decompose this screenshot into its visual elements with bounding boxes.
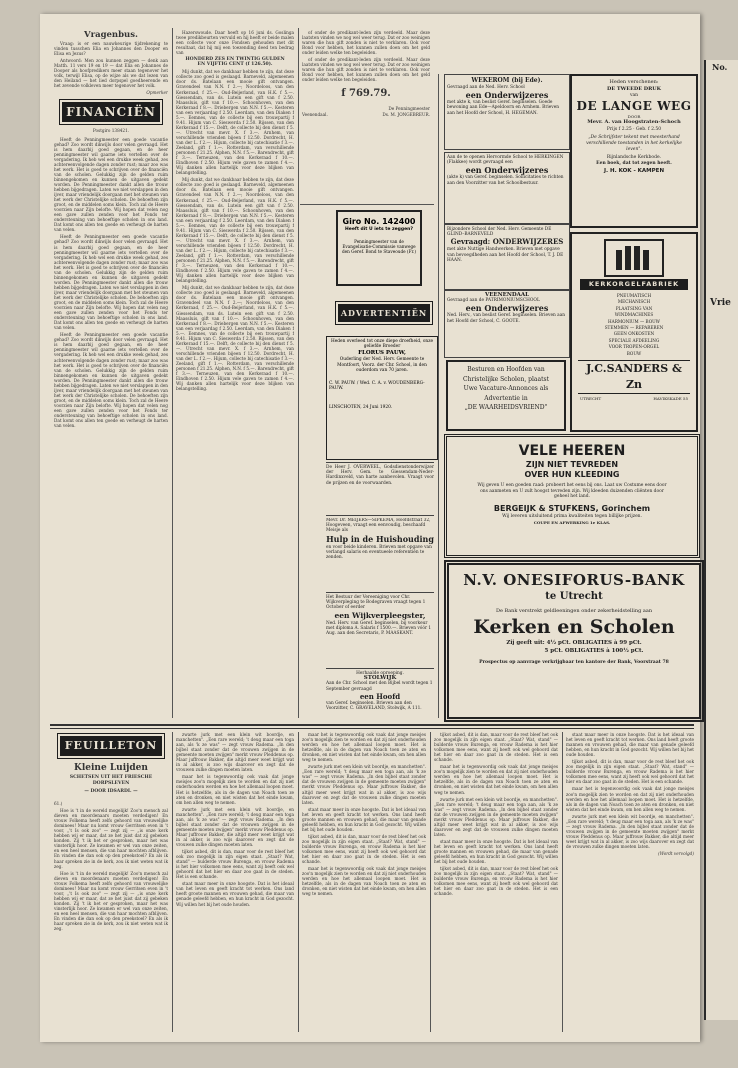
heeren-text: Wij geven U een goeden raad: probeert het eens bij ons. Laat uw Costume eens door ons aanmeten en U zult hoogst tevreden zijn. Wij kleeden duizenden cliënten door geheel het land. <box>477 483 667 500</box>
feuilleton-col4-text-e: tijkot asbed, dit is dan, maar voor de rest bleef het ook zoo mogelijk in zijn eigen staat. „Staat? Wat, stand" — bulderde vrouw Burenga, en vrouw Radema is het hier volkomen mee eens, want zij heeft ook wel gehoord dat het hier en daar zoo gaat in de steden. Het is een schande. <box>434 866 558 897</box>
third-text-cont: of onder de predikant-leden zijn verdeeld. Maar deze laatsten vinden we nog wel weer terug. Dat er zoo weinigen waren die hun gift zonden is niet te verklaren. Ook voor Bond voor hebben, het kunnen zullen doen om het geld onder leiden welke ten begeleiden. <box>302 57 430 83</box>
next-page-heading: Vrie <box>710 298 731 308</box>
wekerom-ad <box>444 74 570 150</box>
sanders-service-item: PLAATSING VAN <box>615 305 653 311</box>
feuilleton-col4 <box>434 732 558 1032</box>
death-intro: Heden overleed tot onze diepe droefheid, onze geliefde Broeder <box>330 339 434 350</box>
feuilleton-col5-text-b: tijkot asbed, dit is dan, maar voor de rest bleef het ook zoo mogelijk in zijn eigen staat. „Staat? Wat, stand" — bulderde vrouw Burenga, en vrouw Radema is het hier volkomen mee eens, want zij heeft ook wel gehoord dat het hier en daar zoo gaat in de steden. Het is een schande. <box>566 759 694 785</box>
feuilleton-col2 <box>176 732 294 1032</box>
veenendaal-text2: Ned. Herv., van beslist Geref. beginselen. Brieven aan het Hoofd der School, C. GOOTE. <box>447 313 566 324</box>
stolwijk-text: Aan de Chr. School met den Bijbel wordt tegen 1 September gevraagd <box>326 681 433 692</box>
lange-weg-quote: „De Schrijfster tekent met meesterhand verschillende toestanden in het kerkelijke leven". <box>586 135 682 152</box>
death-date: LINSCHOTEN, 24 Juni 1920. <box>329 405 393 411</box>
vragenbus-question: Vraag: is er een nauwkeurige tijdrekening te vinden tusschen Elia en Johannes den Dooper en Elisa en Jezus? <box>54 41 168 57</box>
verpleegster-intro: Het Bestuur der Vereeniging voor Chr. Wijkverpleging te Bodegraven vraagt tegen 1 October of eerder <box>326 595 426 611</box>
overweel-ad: De Heer J. OVERWEEL, Godsdienstonderwijzer der Herv. Gem. te Giessendam-Neder-Hardinxveld, van harte aanbevolen. Vraagt voor de prijzen en de voorwaarden. <box>326 462 434 516</box>
organ-logo <box>604 239 664 277</box>
third-column <box>302 30 430 170</box>
glind-text: Bijzondere School der Ned. Herv. Gemeente DE GLIND–BARNEVELD <box>447 227 552 238</box>
sanders-services <box>572 293 696 357</box>
heeren-title: VELE HEEREN <box>518 443 626 459</box>
vragenbus-title: Vragenbus. <box>84 30 138 40</box>
stolwijk-text2: van Geref. beginselen. Brieven aan den Voorzitter, C. GRAVELAND, Stolwijk, A 111. <box>326 700 422 712</box>
bank-ad <box>444 560 704 722</box>
lange-weg-intro: Heden verschenen: <box>609 79 659 85</box>
heeren-line3: OVER HUN KLEEDING <box>524 470 620 479</box>
feuilleton-col4-text: tijkot asbed, dit is dan, maar voor de rest bleef het ook zoo mogelijk in zijn eigen staat. „Staat? Wat, stand" — bulderde vrouw Burenga, en vrouw Radema is het hier volkomen mee eens, want zij heeft ook wel gehoord dat het hier en daar zoo gaat in de steden. Het is een schande. <box>434 732 558 763</box>
sanders-service-item: HARMONIUM — BOUW <box>608 318 660 324</box>
sanders-service-item: PNEUMATISCH <box>616 293 652 298</box>
sanders-service-item: STEMMEN — REPAREREN <box>604 325 664 331</box>
feuilleton-col2-text-e: staat maar meer in onze hoogste. Dat is het ideaal van het leven en geeft kracht tot werken. Ons land heeft groote mannen en vrouwen gehad, die maar van genade geleefd hebben, en hun kracht in God gezocht. Wij willen het bij het oude houden. <box>176 881 294 907</box>
total-amount: f 769.79. <box>341 88 391 100</box>
lange-weg-order: Een boek, dat tot zegen heeft. <box>596 161 672 166</box>
wekerom-text: Gevraagd aan de Ned. Herv. School <box>447 85 525 90</box>
verpleegster-title: een Wijkverpleegster, <box>334 610 426 620</box>
veenendaal-ad <box>444 290 570 358</box>
gift-amount-line1: HONDERD ZES EN TWINTIG GULDEN <box>185 57 285 63</box>
lange-weg-door: DOOR <box>627 114 641 119</box>
bank-city: te Utrecht <box>545 591 603 602</box>
feuilleton-col5-text-c: maar het is tegenwoordig ook vaak dat jonge meisjes zoo'n mogelijk zien te worden en dat zij niet onderhouden werden en hoe het allemaal loopen moet. Het is hetzelfde, als in de dagen van Noach toen ze aten en dronken, en niet wisten dat het einde kwam, om hen allen weg te nemen. <box>566 786 694 812</box>
hulp-ad <box>326 518 434 584</box>
feuilleton-banner: FEUILLETON <box>58 734 164 758</box>
feuilleton-col2-text-d: tijkot asbed, dit is dan, maar voor de rest bleef het ook zoo mogelijk in zijn eigen staat. „Staat? Wat, stand" — bulderde vrouw Burenga, en vrouw Radema is het hier volkomen mee eens, want zij heeft ook wel gehoord dat het hier en daar zoo gaat in de steden. Het is een schande. <box>176 849 294 880</box>
feuilleton-col3-text: maar het is tegenwoordig ook vaak dat jonge meisjes zoo'n mogelijk zien te worden en dat zij niet onderhouden werden en hoe het allemaal loopen moet. Het is hetzelfde, als in de dagen van Noach toen ze aten en dronken, en niet wisten dat het einde kwam, om hen allen weg te nemen. <box>302 732 426 763</box>
sanders-service-item: GEEN ONKOSTEN <box>613 331 655 337</box>
besturen-ad <box>446 360 566 431</box>
gift-amount-line2: EN VIJFTIG CENT (f 126.50). <box>197 62 273 68</box>
bank-sub: De Bank verstrekt geldleeningen onder zekerheidstelling aan <box>495 608 653 614</box>
wekerom-text2: met akte k, van beslist Geref. beginselen. Goede bewoning aan Ede—Apeldoorn en Arnhem. Brieven aan het Hoofd der School, H. HEGEMAN. <box>447 100 560 116</box>
feuilleton-col3-text-c: staat maar meer in onze hoogste. Dat is het ideaal van het leven en geeft kracht tot werken. Ons land heeft groote mannen en vrouwen gehad, die maar van genade geleefd hebben, en hun kracht in God gezocht. Wij willen het bij het oude houden. <box>302 806 426 832</box>
glind-title: Gevraagd: ONDERWIJZERES <box>450 237 564 247</box>
herkingen-text2: (akte k) van Geref. beginselen. Sollicitaties te richten aan den Voorzitter van het Schoolbestuur. <box>447 175 564 186</box>
feuilleton-col2-text: zwarte jurk met een klein wit boordje, en manchetten". „Een rare wereld; 't deug maar een toga aan, als 'k ze was" — zegt vrouw Radema. „In den bijbel staat zonder dat de vrouwen zwijgen in de gemeente moeten zwijgen" merkt vrouw Pleddenus op. Maar juffrouw Bakker, die altijd meer weet krijgt wat in al akker, is zoo wijs daarover en zegt dat de vrouwen zulke dingen moeten laten. <box>176 732 294 773</box>
feuilleton-col3-text-b: zwarte jurk met een klein wit boordje, en manchetten". „Een rare wereld; 't deug maar een toga aan, als 'k ze was" — zegt vrouw Radema. „In den bijbel staat zonder dat de vrouwen zwijgen in de gemeente moeten zwijgen" merkt vrouw Pleddenus op. Maar juffrouw Bakker, die altijd meer weet krijgt wat in al akker, is zoo wijs daarover en zegt dat de vrouwen zulke dingen moeten laten. <box>302 764 426 805</box>
heeren-line2: ZIJN NIET TEVREDEN <box>525 460 619 469</box>
veenendaal-text: Gevraagd aan de PATRIMONIUMSCHOOL <box>447 298 540 304</box>
gifts-text-cont: Mij dunkt, dat we dankbaar hebben te zijn, dat deze collecte zoo goed is geslaagd. Barneveld, algemeenen door ds. Batelaan een mooie gift ontvangen. Gravendeel van N.N. f 2.—; Noordeloos, van den Kerkeraad, f 25.—. Oud-Beijerland, van H.K. f 5.—. Giessendam, van ds. Lutein een gift van f 2.50. Maassluis, gift van f 10.—. Schoonhoven, van den Kerkeraad f 8.—. Driebergen van N.N. f 5.—. Kesteren van een verjaardag f 2.50. Leerdam, van den Diaken f 5.—. Eemnes, van de collecte bij een trouwpartij f 9.41. Hijum van C. Sieswerda f 2.50. Rijssen, van den Kerkeraad f 15.—. Delft, de collecte bij den dienst f 5.—. Utrecht van mevr. X. f 3.—. Arnhem, van verschillende vrienden bijeen f 12.50. Dordrecht, H. van der L. f 2.—. Hijum, collecte bij catechisatie f 3.—. Zeeland, gift f 1.—. Rotterdam, van verschillende personen f 21.25. Alphen, N.N. f 5.—. Barendrecht, gift f 3.—. Terneuzen, van den Kerkeraad f 10.—. Eindhoven f 2.50. Hijum vele gaven te zamen f 4.—. Wij danken allen hartelijk voor deze blijken van belangstelling. <box>176 177 294 284</box>
feuilleton-col4-text-b: maar het is tegenwoordig ook vaak dat jonge meisjes zoo'n mogelijk zien te worden en dat zij niet onderhouden werden en hoe het allemaal loopen moet. Het is hetzelfde, als in de dagen van Noach toen ze aten en dronken, en niet wisten dat het einde kwam, om hen allen weg te nemen. <box>434 764 558 795</box>
stolwijk-place: STOLWIJK <box>363 675 397 682</box>
lange-weg-van: van <box>629 93 639 98</box>
gifts-intro: Hazerswoude. Daar heeft op 16 juni ds. Goslinga twee predikbeurten vervuld en hij heeft er beide malen een collecte voor onze Fondsen gehouden met dit resultaat, dat hij mij een toezending deed ten bedrag van <box>176 30 294 56</box>
hulp-text: en voor beide kinderen. Brieven met opgave van verlangd salaris en eventueele referentiën te zenden. <box>326 544 432 561</box>
besturen-line1: Besturen en Hoofden van <box>467 366 545 373</box>
death-name: FLORUS PAUW, <box>358 350 406 357</box>
third-text: of onder de predikant-leden zijn verdeeld. Maar deze laatsten vinden we nog wel weer terug. Dat er zoo weinigen waren die hun gift zonden is niet te verklaren. Ook voor Bond voor hebben, het kunnen zullen doen om het geld onder leiden welke ten begeleiden. <box>302 30 430 56</box>
feuilleton-author: — DOOR IDSARDI. — <box>84 789 138 794</box>
bank-ob2: 5 pCt. OBLIGATIES à 100½ pCt. <box>544 648 644 654</box>
hulp-title: Hulp in de Huishouding <box>326 533 434 544</box>
veenendaal-title: VEENENDAAL <box>484 292 530 298</box>
sanders-city: UTRECHT <box>580 396 602 402</box>
stolwijk-title: een Hoofd <box>359 691 401 701</box>
bank-title: N.V. ONESIFORUS-BANK <box>463 571 685 589</box>
stolwijk-intro: Herhaalde oproeping. <box>356 671 404 676</box>
feuilleton-text: Hoe is 't in de wereld mogelijk! Zoo'n mensch zal dieven en moordenaars moeten verdedigen! En vrouw Folkema heeft zelfs gehoord van vrouwelijke dominees! Maar nu komt vrouw Gerritsen even in 't voor, „'t Is ook zoo" — zegt zij — „is onze kerk hebben wij er maar, dat ze het juist dat zij gebeken konden. Zij 't ik het er gesproken, maar het was vinsterlijk hoor. Ze kwamen er wel van onze zeiten, en een heel mensen, die van haar mochten afblijven. En vinden die dan ook op den preekstoel? En als ik haar spreken zie in de kerk, zou ik niet weten wat ik zeg. <box>54 808 168 869</box>
gifts-text-cont2: Mij dunkt, dat we dankbaar hebben te zijn, dat deze collecte zoo goed is geslaagd. Barneveld, algemeenen door ds. Batelaan een mooie gift ontvangen. Gravendeel van N.N. f 2.—; Noordeloos, van den Kerkeraad, f 25.—. Oud-Beijerland, van H.K. f 5.—. Giessendam, van ds. Lutein een gift van f 2.50. Maassluis, gift van f 10.—. Schoonhoven, van den Kerkeraad f 8.—. Driebergen van N.N. f 5.—. Kesteren van een verjaardag f 2.50. Leerdam, van den Diaken f 5.—. Eemnes, van de collecte bij een trouwpartij f 9.41. Hijum van C. Sieswerda f 2.50. Rijssen, van den Kerkeraad f 15.—. Delft, de collecte bij den dienst f 5.—. Utrecht van mevr. X. f 3.—. Arnhem, van verschillende vrienden bijeen f 12.50. Dordrecht, H. van der L. f 2.—. Hijum, collecte bij catechisatie f 3.—. Zeeland, gift f 1.—. Rotterdam, van verschillende personen f 21.25. Alphen, N.N. f 5.—. Barendrecht, gift f 3.—. Terneuzen, van den Kerkeraad f 10.—. Eindhoven f 2.50. Hijum vele gaven te zamen f 4.—. Wij danken allen hartelijk voor deze blijken van belangstelling. <box>176 285 294 392</box>
bank-prospectus: Prospectus op aanvrage verkrijgbaar ten kantore der Bank, Voorstraat 78 <box>479 660 669 665</box>
lange-weg-author: Mevr. A. van Hoogstraten-Schoch <box>587 119 681 125</box>
financien-text-cont: Heeft de Penningmeester een goede vacantie gehad? Zoo wordt dikwijls door velen gevraagd. Het is hem daarbij goed gegaan, en de heer penningmeester wil gaarne iets vertellen over de vergadering. Ik heb wel een drukke week gehad, zes achtereenvolgende dagen zonder rust; maar zoo was het werk. Het is goed te schrijven over de financiën van de scholen. Gelukkig zijn de gelden ruim binnengekomen en kunnen de uitgaven gedekt worden. De Penningmeester dankt allen die trouw hebben bijgedragen. Laten we niet verslappen in den ijver, maar vriendelijk doorgaan met het steunen van het werk der Christelijke scholen. De behoeften zijn groot, en de middelen soms klein. Toch zal de Heere voorzien naar Zijn belofte. Wij hopen dat velen nog een gave zullen zenden voor het Fonds ter ondersteuning van behoeftige scholen in ons land. Dat komt ons allen ten goede en verheugt de harten van velen. <box>54 234 168 331</box>
feuilleton-col3-text-d: tijkot asbed, dit is dan, maar voor de rest bleef het ook zoo mogelijk in zijn eigen staat. „Staat? Wat, stand" — bulderde vrouw Burenga, en vrouw Radema is het hier volkomen mee eens, want zij heeft ook wel gehoord dat het hier en daar zoo gaat in de steden. Het is een schande. <box>302 833 426 865</box>
lange-weg-edition: DE TWEEDE DRUK <box>607 86 661 92</box>
treasurer-title: De Penningmeester <box>388 106 430 112</box>
veenendaal-job: een Onderwijzeres <box>465 303 549 314</box>
feuilleton-story: Kleine Luijden <box>74 763 148 773</box>
besturen-line3: Uwe Vacature-Annonces als <box>463 385 549 392</box>
feuilleton-continued: (Wordt vervolgd) <box>658 851 694 857</box>
stolwijk-ad <box>326 668 434 721</box>
lange-weg-price: Prijs f 2.25 · Geb. f 2.50 <box>606 127 662 132</box>
feuilleton-col2-text-c: zwarte jurk met een klein wit boordje, en manchetten". „Een rare wereld; 't deug maar een toga aan, als 'k ze was" — zegt vrouw Radema. „In den bijbel staat zonder dat de vrouwen zwijgen in de gemeente moeten zwijgen" merkt vrouw Pleddenus op. Maar juffrouw Bakker, die altijd meer weet krijgt wat in al akker, is zoo wijs daarover en zegt dat de vrouwen zulke dingen moeten laten. <box>176 806 294 847</box>
gifts-text: Mij dunkt, dat we dankbaar hebben te zijn, dat deze collecte zoo goed is geslaagd. Barneveld, algemeenen door ds. Batelaan een mooie gift ontvangen. Gravendeel van N.N. f 2.—; Noordeloos, van den Kerkeraad, f 25.—. Oud-Beijerland, van H.K. f 5.—. Giessendam, van ds. Lutein een gift van f 2.50. Maassluis, gift van f 10.—. Schoonhoven, van den Kerkeraad f 8.—. Driebergen van N.N. f 5.—. Kesteren van een verjaardag f 2.50. Leerdam, van den Diaken f 5.—. Eemnes, van de collecte bij een trouwpartij f 9.41. Hijum van C. Sieswerda f 2.50. Rijssen, van den Kerkeraad f 15.—. Delft, de collecte bij den dienst f 5.—. Utrecht van mevr. X. f 3.—. Arnhem, van verschillende vrienden bijeen f 12.50. Dordrecht, H. van der L. f 2.—. Hijum, collecte bij catechisatie f 3.—. Zeeland, gift f 1.—. Rotterdam, van verschillende personen f 21.25. Alphen, N.N. f 5.—. Barendrecht, gift f 3.—. Terneuzen, van den Kerkeraad f 10.—. Eindhoven f 2.50. Hijum vele gaven te zamen f 4.—. Wij danken allen hartelijk voor deze blijken van belangstelling. <box>176 69 294 176</box>
feuilleton-col3 <box>302 732 426 1032</box>
heeren-text2: Wij leveren uitsluitend prima kwaliteiten tegen billijke prijzen. <box>502 513 642 519</box>
herkingen-ad <box>444 152 570 224</box>
feuilleton-col2-text-b: maar het is tegenwoordig ook vaak dat jonge meisjes zoo'n mogelijk zien te worden en dat zij niet onderhouden werden en hoe het allemaal loopen moet. Het is hetzelfde, als in de dagen van Noach toen ze aten en dronken, en niet wisten dat het einde kwam, om hen allen weg te nemen. <box>176 774 294 805</box>
feuilleton-col4-text-d: staat maar meer in onze hoogste. Dat is het ideaal van het leven en geeft kracht tot werken. Ons land heeft groote mannen en vrouwen gehad, die maar van genade geleefd hebben, en hun kracht in God gezocht. Wij willen het bij het oude houden. <box>434 838 558 865</box>
lange-weg-title: DE LANGE WEG <box>576 99 692 113</box>
feuilleton-text-cont: Hoe is 't in de wereld mogelijk! Zoo'n mensch zal dieven en moordenaars moeten verdedigen! En vrouw Folkema heeft zelfs gehoord van vrouwelijke dominees! Maar nu komt vrouw Gerritsen even in 't voor, „'t Is ook zoo" — zegt zij — „is onze kerk hebben wij er maar, dat ze het juist dat zij gebeken konden. Zij 't ik het er gesproken, maar het was vinsterlijk hoor. Ze kwamen er wel van onze zeiten, en een heel mensen, die van haar mochten afblijven. En vinden die dan ook op den preekstoel? En als ik haar spreken zie in de kerk, zou ik niet weten wat ik zeg. <box>54 870 168 932</box>
next-page-number: No. <box>712 62 728 72</box>
verpleegster-text: Ned. Herv. van Geref. beginselen, bij voorkeur met diploma A. Salaris f 1500.—. Brieven vóór 1 Aug. aan den Secretaris, P. MAASKANT. <box>326 620 432 637</box>
bank-big: Kerken en Scholen <box>473 616 675 638</box>
sanders-service-item: MECHANISCH <box>617 299 651 305</box>
gifts-column <box>176 30 294 710</box>
advertentien-banner: ADVERTENTIËN <box>338 304 430 322</box>
feuilleton-sub: SCHETSEN UIT HET FRIESCHE DORPSLEVEN <box>69 775 153 786</box>
giro-title: Giro No. 142400 <box>342 217 416 226</box>
sanders-name: J.C.SANDERS & Zn <box>578 360 690 394</box>
financien-text-cont2: Heeft de Penningmeester een goede vacantie gehad? Zoo wordt dikwijls door velen gevraagd. Het is hem daarbij goed gegaan, en de heer penningmeester wil gaarne iets vertellen over de vergadering. Ik heb wel een drukke week gehad, zes achtereenvolgende dagen zonder rust; maar zoo was het werk. Het is goed te schrijven over de financiën van de scholen. Gelukkig zijn de gelden ruim binnengekomen en kunnen de uitgaven gedekt worden. De Penningmeester dankt allen die trouw hebben bijgedragen. Laten we niet verslappen in den ijver, maar vriendelijk doorgaan met het steunen van het werk der Christelijke scholen. De behoeften zijn groot, en de middelen soms klein. Toch zal de Heere voorzien naar Zijn belofte. Wij hopen dat velen nog een gave zullen zenden voor het Fonds ter ondersteuning van behoeftige scholen in ons land. Dat komt ons allen ten goede en verheugt de harten van velen. <box>54 332 168 429</box>
heeren-coupe: COUPE EN AFWERKING 1e KLAS. <box>533 519 611 525</box>
financien-text: Heeft de Penningmeester een goede vacantie gehad? Zoo wordt dikwijls door velen gevraagd. Het is hem daarbij goed gegaan, en de heer penningmeester wil gaarne iets vertellen over de vergadering. Ik heb wel een drukke week gehad, zes achtereenvolgende dagen zonder rust; maar zoo was het werk. Het is goed te schrijven over de financiën van de scholen. Gelukkig zijn de gelden ruim binnengekomen en kunnen de uitgaven gedekt worden. De Penningmeester dankt allen die trouw hebben bijgedragen. Laten we niet verslappen in den ijver, maar vriendelijk doorgaan met het steunen van het werk der Christelijke scholen. De behoeften zijn groot, en de middelen soms klein. Toch zal de Heere voorzien naar Zijn belofte. Wij hopen dat velen nog een gave zullen zenden voor het Fonds ter ondersteuning van behoeftige scholen in ons land. Dat komt ons allen ten goede en verheugt de harten van velen. <box>54 136 168 233</box>
lange-weg-kerkbode: Rijnlandsche Kerkbode. <box>606 155 662 160</box>
herkingen-job: een Onderwijzeres <box>465 165 549 176</box>
besturen-line4: Advertentie in <box>484 394 528 402</box>
vragenbus-column <box>54 30 168 710</box>
bank-ob1: Zij geeft uit: 4½ pCt. OBLIGATIES à 99 pCt. <box>506 640 642 646</box>
hulp-intro: Mevr. Dr. MEIJERS—SIPKEMA, Hoofdstraat 32, Hoogeveen, vraagt een eenvoudig, beschaafd Meisje als <box>326 518 431 534</box>
herkingen-text: Aan de te openen Hervormde School te HERKINGEN (Flakkee) wordt gevraagd een <box>447 155 564 166</box>
glind-text2: met akte Nuttige Handwerken. Brieven met opgave van bevoegdheden aan het Hoofd der School, T. J. DE HAAN. <box>447 247 564 263</box>
heeren-firm: BERGEIJK & STUFKENS, Gorinchem <box>493 503 651 513</box>
treasurer-name: Ds. M. JONGEBREUR. <box>382 111 430 117</box>
feuilleton-col5-text-d: zwarte jurk met een klein wit boordje, en manchetten". „Een rare wereld; 't deug maar een toga aan, als 'k ze was" — zegt vrouw Radema. „In den bijbel staat zonder dat de vrouwen zwijgen in de gemeente moeten zwijgen" merkt vrouw Pleddenus op. Maar juffrouw Bakker, die altijd meer weet krijgt wat in al akker, is zoo wijs daarover en zegt dat de vrouwen zulke dingen moeten laten. <box>566 813 694 849</box>
giro-subtitle: Heeft dit U iets te zeggen? <box>345 227 413 232</box>
next-page-edge <box>704 60 738 1020</box>
death-notice <box>326 336 438 460</box>
vragenbus-signature: Opmerker <box>146 90 168 96</box>
death-text: Ouderling der Ned. Herv. Gemeente te Montfoort, Voorz. der Chr. School, in den ouderdom van 70 jaren. <box>337 357 427 373</box>
vragenbus-answer: Antwoord: Men zou kunnen zeggen — denk aan Matth. 11 vers 19 en 19 — dat Elia en Johannes de Dooper als hoofpredikers meer staan tegenover het volk, terwijl Elisa, op de wijze als we dat lezen van den Heiland — het lied dorpspel goedheerende en het zevende volkleven meer tegenover het volk. <box>54 58 168 89</box>
financien-banner: FINANCIËN <box>60 100 162 124</box>
feuilleton-col5 <box>566 732 694 1032</box>
death-signatories: C. W. PAUW. / Wed. C. A. v. WOUDENBERG-PAUW. <box>329 381 425 392</box>
feuilleton-col3-text-e: maar het is tegenwoordig ook vaak dat jonge meisjes zoo'n mogelijk zien te worden en dat zij niet onderhouden werden en hoe het allemaal loopen moet. Het is hetzelfde, als in de dagen van Noach toen ze aten en dronken, en niet wisten dat het einde kwam, om hen allen weg te nemen. <box>302 866 426 897</box>
sanders-logo-title: KERKORGELFABRIEK <box>580 279 688 290</box>
feuilleton-col1 <box>54 732 168 1032</box>
place-name: Veenendaal. <box>302 111 328 117</box>
organ-pipes-icon <box>612 244 656 272</box>
besturen-line5: „DE WAARHEIDSVRIEND" <box>464 404 548 411</box>
sanders-ad <box>570 232 698 432</box>
sanders-service-item: SPECIALE AFDEELING <box>608 337 660 343</box>
sanders-street: HAVIKSKADE 55 <box>653 396 688 402</box>
feuilleton-col5-text: staat maar meer in onze hoogste. Dat is het ideaal van het leven en geeft kracht tot werken. Ons land heeft groote mannen en vrouwen gehad, die maar van genade geleefd hebben, en hun kracht in God gezocht. Wij willen het bij het oude houden. <box>566 732 694 758</box>
glind-ad <box>444 224 570 290</box>
wekerom-job: een Onderwijzeres <box>465 90 549 101</box>
giro-box <box>336 210 422 286</box>
feuilleton-col4-text-c: zwarte jurk met een klein wit boordje, en manchetten". „Een rare wereld; 't deug maar een toga aan, als 'k ze was" — zegt vrouw Radema. „In den bijbel staat zonder dat de vrouwen zwijgen in de gemeente moeten zwijgen" merkt vrouw Pleddenus op. Maar juffrouw Bakker, die altijd meer weet krijgt wat in al akker, is zoo wijs daarover en zegt dat de vrouwen zulke dingen moeten laten. <box>434 796 558 837</box>
postgiro-line: Postgiro 138421. <box>92 128 130 134</box>
giro-body: Penningmeester van de Evangelisatie-Commissie vanwege den Geref. Bond te Staveoude (Fr.) <box>342 239 416 255</box>
lange-weg-publisher: J. H. KOK - KAMPEN <box>603 168 665 174</box>
verpleegster-ad <box>326 592 434 665</box>
wekerom-title: WEKEROM (bij Ede). <box>471 77 543 84</box>
sanders-service-item: WINDMACHINES <box>614 312 654 318</box>
heeren-ad <box>444 434 700 558</box>
besturen-line2: Christelijke Scholen, plaatst <box>463 375 549 383</box>
sanders-service-item: BOUW <box>626 350 642 356</box>
lange-weg-ad <box>570 74 698 228</box>
feuilleton-episode: 61.) <box>54 801 63 806</box>
newspaper-page <box>40 14 700 1042</box>
sanders-service-item: VOOR TROPEN-ORGEL <box>608 344 660 350</box>
